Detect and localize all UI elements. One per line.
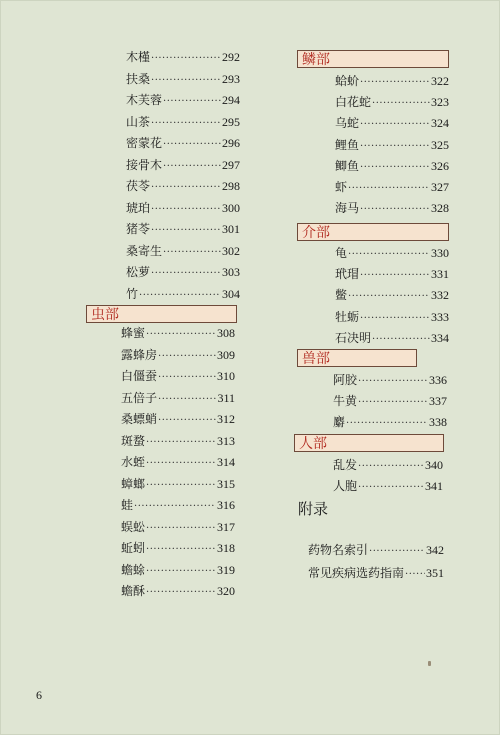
- toc-entry-page: 302: [222, 243, 240, 258]
- section-header-beast: 兽部: [297, 349, 417, 367]
- toc-entry-name: 桑螵蛸: [121, 412, 158, 426]
- toc-entry[interactable]: [126, 93, 240, 107]
- toc-entry[interactable]: [333, 373, 447, 387]
- toc-leader-dots: [151, 74, 221, 88]
- toc-entry[interactable]: [126, 50, 240, 64]
- toc-leader-dots: [146, 586, 216, 600]
- toc-entry-name: 鲤鱼: [335, 137, 360, 152]
- toc-leader-dots: [139, 289, 221, 303]
- toc-entry-page: 330: [431, 246, 449, 260]
- toc-entry-page: 325: [431, 137, 449, 152]
- toc-entry-page: 351: [426, 566, 444, 580]
- toc-leader-dots: [163, 160, 221, 174]
- toc-entry-name: 牛黄: [333, 394, 358, 409]
- toc-leader-dots: [360, 76, 430, 90]
- toc-entry-name: 虾: [335, 180, 348, 194]
- toc-entry-name: 密蒙花: [126, 136, 163, 150]
- toc-leader-dots: [146, 543, 216, 557]
- toc-leader-dots: [146, 328, 216, 342]
- toc-leader-dots: [163, 95, 221, 109]
- toc-entry[interactable]: [126, 158, 240, 172]
- toc-leader-dots: [360, 140, 430, 154]
- toc-entry[interactable]: [121, 455, 235, 469]
- toc-entry-name: 白僵蚕: [121, 369, 158, 383]
- toc-leader-dots: [372, 333, 430, 347]
- toc-entry[interactable]: [121, 498, 235, 512]
- toc-entry-page: 300: [222, 200, 240, 215]
- toc-leader-dots: [163, 138, 221, 152]
- toc-entry-page: 308: [217, 326, 235, 340]
- toc-leader-dots: [360, 203, 430, 217]
- toc-entry[interactable]: [335, 159, 449, 173]
- toc-entry-page: 296: [222, 136, 240, 150]
- toc-entry-name: 松萝: [126, 265, 151, 279]
- toc-entry-page: 331: [431, 267, 449, 282]
- toc-entry-page: 341: [425, 479, 443, 494]
- toc-leader-dots: [151, 224, 221, 238]
- toc-entry-name: 蜂蜜: [121, 326, 146, 340]
- toc-entry-page: 313: [217, 433, 235, 448]
- toc-entry-page: 322: [431, 74, 449, 88]
- toc-entry-page: 342: [426, 543, 444, 557]
- toc-entry-page: 303: [222, 265, 240, 279]
- toc-leader-dots: [146, 522, 216, 536]
- toc-leader-dots: [146, 479, 216, 493]
- toc-entry-name: 水蛭: [121, 455, 146, 469]
- toc-entry-page: 319: [217, 562, 235, 577]
- paper-speck: [428, 661, 431, 666]
- toc-entry-page: 298: [222, 179, 240, 193]
- toc-entry[interactable]: [126, 222, 240, 236]
- toc-entry-name: 蜈蚣: [121, 519, 146, 534]
- toc-leader-dots: [348, 290, 430, 304]
- toc-entry-page: 340: [425, 458, 443, 472]
- toc-entry-page: 311: [217, 390, 235, 405]
- toc-entry[interactable]: [335, 74, 449, 88]
- toc-entry-page: 304: [222, 286, 240, 301]
- toc-entry-page: 314: [217, 455, 235, 469]
- toc-leader-dots: [146, 436, 216, 450]
- toc-entry-page: 294: [222, 93, 240, 107]
- toc-entry[interactable]: [126, 287, 240, 301]
- toc-entry-page: 301: [222, 222, 240, 236]
- toc-entry-page: 332: [431, 288, 449, 303]
- toc-entry[interactable]: [121, 563, 235, 577]
- toc-entry[interactable]: [121, 434, 235, 448]
- toc-entry-name: 蚯蚓: [121, 541, 146, 555]
- toc-entry[interactable]: [121, 369, 235, 383]
- toc-entry-page: 333: [431, 309, 449, 324]
- toc-entry-name: 石决明: [335, 330, 372, 345]
- toc-entry-page: 297: [222, 157, 240, 172]
- toc-leader-dots: [151, 203, 221, 217]
- toc-entry-name: 接骨木: [126, 157, 163, 172]
- toc-entry-name: 鳖: [335, 288, 348, 303]
- toc-entry-page: 309: [217, 347, 235, 362]
- toc-entry-name: 乱发: [333, 458, 358, 472]
- toc-entry-name: 桑寄生: [126, 243, 163, 258]
- toc-leader-dots: [163, 246, 221, 260]
- toc-entry[interactable]: [333, 394, 447, 408]
- toc-entry-name: 扶桑: [126, 71, 151, 86]
- section-header-scale: 鳞部: [297, 50, 449, 68]
- toc-entry-page: 320: [217, 584, 235, 598]
- toc-entry[interactable]: [121, 584, 235, 598]
- toc-entry-name: 斑蝥: [121, 433, 146, 448]
- toc-entry-page: 312: [217, 412, 235, 426]
- toc-entry-name: 龟: [335, 246, 348, 260]
- toc-entry-name: 乌蛇: [335, 116, 360, 131]
- toc-entry-name: 玳瑁: [335, 267, 360, 282]
- toc-entry[interactable]: [335, 116, 449, 130]
- toc-entry[interactable]: [121, 477, 235, 491]
- toc-entry-page: 324: [431, 116, 449, 131]
- toc-entry[interactable]: [335, 288, 449, 302]
- toc-entry-page: 315: [217, 476, 235, 491]
- toc-leader-dots: [146, 565, 216, 579]
- toc-entry[interactable]: [126, 201, 240, 215]
- toc-leader-dots: [158, 393, 216, 407]
- toc-entry-name: 药物名索引: [308, 543, 369, 557]
- toc-entry[interactable]: [121, 520, 235, 534]
- toc-entry[interactable]: [121, 412, 235, 426]
- toc-entry[interactable]: [335, 95, 449, 109]
- section-header-shell: 介部: [297, 223, 449, 241]
- toc-entry[interactable]: [333, 458, 443, 472]
- toc-entry[interactable]: [335, 331, 449, 345]
- toc-entry-name: 牡蛎: [335, 309, 360, 324]
- toc-entry[interactable]: [335, 138, 449, 152]
- toc-entry[interactable]: [308, 543, 444, 557]
- toc-entry-name: 阿胶: [333, 373, 358, 387]
- toc-entry-page: 293: [222, 71, 240, 86]
- toc-leader-dots: [151, 52, 221, 66]
- toc-leader-dots: [405, 568, 425, 582]
- toc-entry-name: 常见疾病选药指南: [308, 566, 405, 580]
- toc-leader-dots: [158, 414, 216, 428]
- toc-entry-name: 木槿: [126, 50, 151, 64]
- toc-entry-page: 317: [217, 519, 235, 534]
- toc-entry-page: 338: [429, 415, 447, 430]
- toc-entry[interactable]: [126, 244, 240, 258]
- toc-entry[interactable]: [333, 415, 447, 429]
- toc-entry-page: 336: [429, 373, 447, 387]
- toc-leader-dots: [358, 375, 428, 389]
- toc-entry-name: 琥珀: [126, 200, 151, 215]
- toc-leader-dots: [158, 350, 216, 364]
- toc-entry-name: 蛙: [121, 498, 134, 512]
- toc-leader-dots: [360, 118, 430, 132]
- toc-entry[interactable]: [126, 115, 240, 129]
- toc-entry-name: 蛤蚧: [335, 74, 360, 88]
- toc-entry-name: 白花蛇: [335, 95, 372, 110]
- toc-leader-dots: [151, 267, 221, 281]
- toc-entry-page: 327: [431, 180, 449, 194]
- toc-leader-dots: [358, 481, 424, 495]
- page-number: 6: [36, 688, 42, 702]
- toc-entry-page: 292: [222, 50, 240, 64]
- toc-entry[interactable]: [335, 310, 449, 324]
- toc-leader-dots: [146, 457, 216, 471]
- toc-entry-page: 316: [217, 498, 235, 512]
- toc-entry-page: 328: [431, 201, 449, 216]
- toc-entry[interactable]: [126, 136, 240, 150]
- toc-entry-page: 318: [217, 541, 235, 555]
- toc-entry-name: 人胞: [333, 479, 358, 494]
- toc-entry[interactable]: [126, 179, 240, 193]
- toc-entry[interactable]: [333, 479, 443, 493]
- toc-leader-dots: [346, 417, 428, 431]
- toc-leader-dots: [134, 500, 216, 514]
- toc-entry[interactable]: [121, 326, 235, 340]
- toc-entry[interactable]: [335, 246, 449, 260]
- toc-entry-page: 310: [217, 369, 235, 383]
- toc-entry-name: 五倍子: [121, 390, 158, 405]
- toc-entry-page: 334: [431, 330, 449, 345]
- toc-entry-name: 鲫鱼: [335, 158, 360, 173]
- toc-entry-page: 337: [429, 394, 447, 409]
- toc-leader-dots: [348, 248, 430, 262]
- toc-leader-dots: [358, 396, 428, 410]
- toc-entry-name: 茯苓: [126, 179, 151, 193]
- toc-entry[interactable]: [335, 267, 449, 281]
- toc-leader-dots: [372, 97, 430, 111]
- toc-leader-dots: [348, 182, 430, 196]
- toc-entry[interactable]: [335, 180, 449, 194]
- toc-entry[interactable]: [308, 566, 444, 580]
- toc-leader-dots: [360, 269, 430, 283]
- section-header-human: 人部: [294, 434, 444, 452]
- toc-leader-dots: [358, 460, 424, 474]
- toc-entry-page: 323: [431, 95, 449, 110]
- toc-entry-name: 海马: [335, 201, 360, 216]
- toc-leader-dots: [369, 545, 425, 559]
- toc-leader-dots: [151, 181, 221, 195]
- toc-entry[interactable]: [121, 541, 235, 555]
- toc-entry-name: 木芙蓉: [126, 93, 163, 107]
- toc-entry[interactable]: [126, 265, 240, 279]
- toc-entry[interactable]: [335, 201, 449, 215]
- toc-entry-name: 山茶: [126, 114, 151, 129]
- toc-entry-name: 麝: [333, 415, 346, 430]
- toc-leader-dots: [360, 312, 430, 326]
- toc-entry-name: 竹: [126, 286, 139, 301]
- toc-leader-dots: [360, 161, 430, 175]
- section-header-insect: 虫部: [86, 305, 237, 323]
- toc-entry-name: 蟾酥: [121, 584, 146, 598]
- toc-entry-name: 蟑螂: [121, 476, 146, 491]
- toc-entry-name: 猪苓: [126, 222, 151, 236]
- appendix-title: 附录: [298, 500, 329, 518]
- toc-entry-page: 326: [431, 158, 449, 173]
- toc-entry-page: 295: [222, 114, 240, 129]
- toc-entry[interactable]: [126, 72, 240, 86]
- toc-leader-dots: [158, 371, 216, 385]
- toc-entry-name: 蟾蜍: [121, 562, 146, 577]
- toc-entry[interactable]: [121, 348, 235, 362]
- toc-entry[interactable]: [121, 391, 235, 405]
- toc-leader-dots: [151, 117, 221, 131]
- toc-entry-name: 露蜂房: [121, 347, 158, 362]
